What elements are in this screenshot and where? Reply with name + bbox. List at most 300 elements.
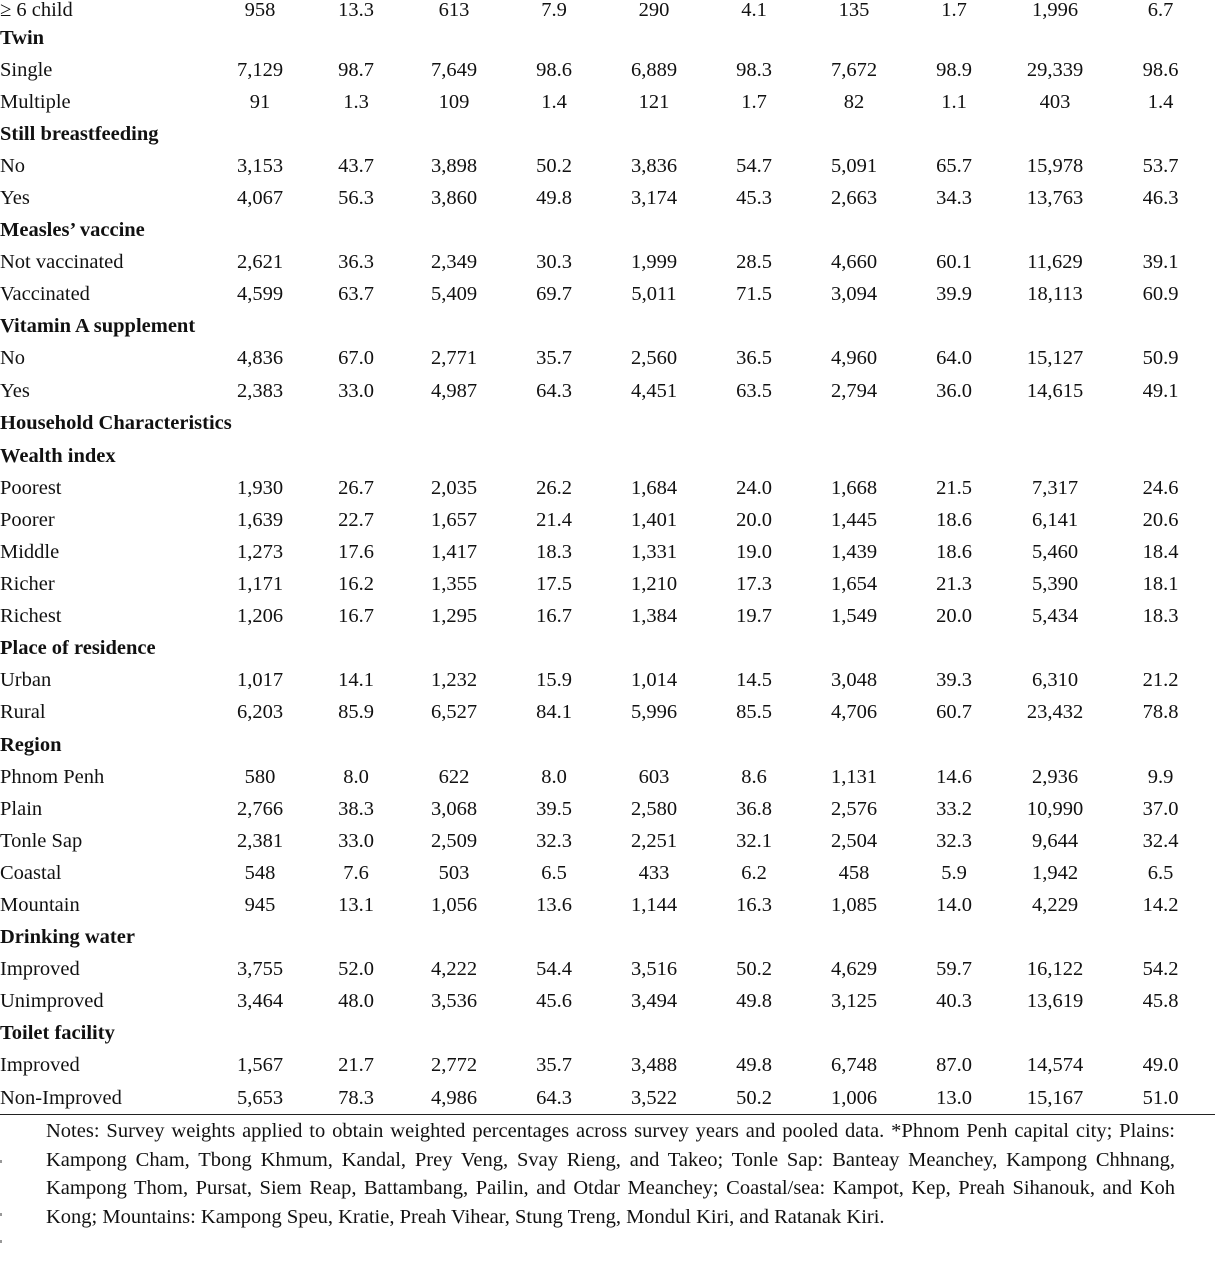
table-cell: 5,011: [631, 283, 677, 306]
row-label: Poorer: [0, 508, 55, 531]
empty-cell: [308, 215, 404, 247]
table-cell: 580: [244, 765, 276, 788]
empty-cell: [604, 215, 704, 247]
table-row: [0, 472, 1215, 504]
empty-cell: [1106, 311, 1215, 343]
table-cell: 3,536: [430, 990, 478, 1013]
table-cell: 1,930: [236, 476, 284, 499]
empty-cell: [804, 118, 904, 150]
table-cell: 34.3: [936, 187, 972, 210]
empty-cell: [404, 1018, 504, 1050]
table-cell: 1,014: [630, 669, 678, 692]
table-cell: 6,889: [630, 58, 678, 81]
table-cell: 14,615: [1026, 379, 1084, 402]
table-row: [0, 86, 1215, 118]
table-cell: 5,434: [1031, 605, 1079, 628]
table-cell: 64.3: [504, 1082, 604, 1115]
group-heading-row: [0, 311, 1215, 343]
table-cell: 1,171: [236, 573, 284, 596]
row-label: Yes: [0, 379, 30, 402]
table-cell: 60.9: [1142, 283, 1179, 306]
group-heading: Drinking water: [0, 926, 135, 949]
table-cell: 6.5: [1147, 861, 1174, 884]
table-cell: 20.6: [1142, 508, 1179, 531]
table-cell: 121: [638, 90, 670, 113]
row-label: Richest: [0, 605, 62, 628]
empty-cell: [212, 118, 308, 150]
table-cell: 2,504: [830, 829, 878, 852]
table-cell: 43.7: [338, 154, 374, 177]
table-cell: 13,763: [1026, 187, 1084, 210]
table-cell: 13.1: [338, 893, 374, 916]
row-label: No: [0, 154, 26, 177]
table-cell: 71.5: [736, 283, 772, 306]
table-cell: 1,085: [830, 893, 878, 916]
table-cell: 1.1: [941, 90, 967, 113]
table-row: [0, 793, 1215, 825]
empty-cell: [504, 407, 604, 440]
table-cell: 13.3: [338, 0, 374, 21]
table-row: [0, 954, 1215, 986]
table-cell: 39.9: [936, 283, 972, 306]
empty-cell: [1004, 1018, 1106, 1050]
table-cell: 54.7: [736, 154, 772, 177]
empty-cell: [604, 22, 704, 54]
table-cell: 7,649: [430, 58, 478, 81]
table-cell: 6,203: [236, 701, 284, 724]
table-cell: 3,860: [430, 187, 478, 210]
table-row: [0, 697, 1215, 729]
empty-cell: [1106, 1018, 1215, 1050]
table-cell: 3,836: [630, 154, 678, 177]
row-label: Richer: [0, 573, 55, 596]
table-cell: 1,210: [630, 573, 678, 596]
row-label: Rural: [0, 701, 46, 724]
row-label: No: [0, 347, 26, 370]
table-cell: 98.6: [1142, 58, 1179, 81]
table-row: [0, 343, 1215, 375]
table-cell: 33.0: [338, 379, 374, 402]
table-cell: 9,644: [1031, 829, 1079, 852]
group-heading-row: [0, 118, 1215, 150]
table-cell: 2,772: [430, 1054, 478, 1077]
table-cell: 78.3: [308, 1082, 404, 1115]
table-row: [0, 279, 1215, 311]
empty-cell: [1106, 729, 1215, 761]
table-cell: 4,706: [830, 701, 878, 724]
empty-cell: [404, 633, 504, 665]
table-cell: 8.0: [343, 765, 369, 788]
table-cell: 50.2: [736, 958, 772, 981]
table-cell: 6.2: [741, 861, 767, 884]
empty-cell: [1106, 633, 1215, 665]
group-heading: Wealth index: [0, 444, 116, 467]
empty-cell: [308, 118, 404, 150]
table-cell: 91: [249, 90, 271, 113]
table-cell: 4,960: [830, 347, 878, 370]
empty-cell: [1106, 215, 1215, 247]
table-cell: 6,527: [430, 701, 478, 724]
table-cell: 1,657: [430, 508, 478, 531]
group-heading-row: [0, 440, 1215, 472]
empty-cell: [1004, 729, 1106, 761]
table-cell: 49.1: [1142, 379, 1179, 402]
table-cell: 2,771: [430, 347, 478, 370]
empty-cell: [904, 633, 1004, 665]
table-cell: 37.0: [1142, 797, 1179, 820]
table-cell: 622: [438, 765, 470, 788]
empty-cell: [704, 440, 804, 472]
table-cell: 64.0: [936, 347, 972, 370]
table-cell: 65.7: [936, 154, 972, 177]
table-cell: 4,599: [236, 283, 284, 306]
table-row: [0, 601, 1215, 633]
group-heading: Twin: [0, 26, 45, 49]
table-cell: 1.3: [343, 90, 369, 113]
table-cell: 109: [438, 90, 470, 113]
row-label: Poorest: [0, 476, 62, 499]
table-cell: 98.6: [536, 58, 572, 81]
group-heading: Vitamin A supplement: [0, 315, 196, 338]
margin-mark: [0, 1160, 2, 1163]
empty-cell: [308, 407, 404, 440]
empty-cell: [904, 1018, 1004, 1050]
table-cell: 2,794: [830, 379, 878, 402]
table-cell: 18.6: [936, 508, 972, 531]
table-cell: 21.7: [338, 1054, 374, 1077]
empty-cell: [804, 922, 904, 954]
table-cell: 7.6: [343, 861, 369, 884]
table-cell: 11,629: [1027, 251, 1083, 274]
table-cell: 19.7: [736, 605, 772, 628]
table-cell: 3,125: [830, 990, 878, 1013]
table-cell: 98.9: [936, 58, 972, 81]
empty-cell: [604, 633, 704, 665]
table-cell: 1,439: [830, 540, 878, 563]
table-cell: 49.8: [736, 1054, 772, 1077]
table-cell: 16.3: [736, 893, 772, 916]
empty-cell: [704, 22, 804, 54]
table-cell: 38.3: [338, 797, 374, 820]
empty-cell: [504, 440, 604, 472]
table-cell: 1,639: [236, 508, 284, 531]
table-row: [0, 1082, 1215, 1115]
table-cell: 36.5: [736, 347, 772, 370]
table-cell: 3,898: [430, 154, 478, 177]
table-cell: 5,390: [1031, 573, 1079, 596]
section-heading: Household Characteristics: [0, 412, 232, 435]
table-cell: 63.5: [736, 379, 772, 402]
empty-cell: [804, 1018, 904, 1050]
table-cell: 5,409: [430, 283, 478, 306]
table-cell: 21.5: [936, 476, 972, 499]
table-cell: 548: [244, 861, 276, 884]
section-heading-row: [0, 407, 1215, 440]
empty-cell: [308, 922, 404, 954]
table-cell: 1,384: [630, 605, 678, 628]
row-label: Urban: [0, 669, 52, 692]
table-cell: 13.0: [904, 1082, 1004, 1115]
table-cell: 3,755: [236, 958, 284, 981]
table-cell: 958: [244, 0, 276, 21]
table-cell: 59.7: [936, 958, 972, 981]
empty-cell: [504, 1018, 604, 1050]
empty-cell: [504, 22, 604, 54]
table-cell: 8.0: [541, 765, 567, 788]
table-cell: 63.7: [338, 283, 374, 306]
empty-cell: [504, 922, 604, 954]
table-cell: 84.1: [536, 701, 572, 724]
table-cell: 45.3: [736, 187, 772, 210]
table-cell: 16.7: [536, 605, 572, 628]
empty-cell: [504, 633, 604, 665]
table-cell: 32.3: [536, 829, 572, 852]
table-cell: 1,131: [830, 765, 878, 788]
table-cell: 6,141: [1031, 508, 1079, 531]
empty-cell: [604, 311, 704, 343]
group-heading: Place of residence: [0, 637, 156, 660]
table-cell: 18,113: [1027, 283, 1083, 306]
group-heading: Measles’ vaccine: [0, 219, 145, 242]
table-cell: 36.3: [338, 251, 374, 274]
table-cell: 7,317: [1031, 476, 1079, 499]
empty-cell: [1004, 215, 1106, 247]
empty-cell: [1106, 22, 1215, 54]
empty-cell: [404, 311, 504, 343]
empty-cell: [904, 407, 1004, 440]
table-cell: 98.7: [338, 58, 374, 81]
table-cell: 403: [1039, 90, 1071, 113]
table-cell: 60.1: [936, 251, 972, 274]
table-cell: 60.7: [936, 701, 972, 724]
table-cell: 21.4: [536, 508, 572, 531]
table-cell: 7.9: [541, 0, 567, 21]
empty-cell: [308, 22, 404, 54]
empty-cell: [704, 407, 804, 440]
empty-cell: [308, 311, 404, 343]
table-cell: 85.5: [736, 701, 772, 724]
table-row: [0, 761, 1215, 793]
table-cell: 2,580: [630, 797, 678, 820]
empty-cell: [504, 729, 604, 761]
empty-cell: [704, 1018, 804, 1050]
table-cell: 4,987: [430, 379, 478, 402]
table-cell: 4,451: [630, 379, 678, 402]
group-heading-row: [0, 1018, 1215, 1050]
table-cell: 3,094: [830, 283, 878, 306]
empty-cell: [604, 1018, 704, 1050]
table-cell: 67.0: [338, 347, 374, 370]
empty-cell: [308, 633, 404, 665]
table-cell: 1,006: [804, 1082, 904, 1115]
table-cell: 69.7: [536, 283, 572, 306]
table-cell: 18.3: [1142, 605, 1179, 628]
table-cell: 2,766: [236, 797, 284, 820]
empty-cell: [1004, 22, 1106, 54]
empty-cell: [604, 729, 704, 761]
empty-cell: [504, 215, 604, 247]
table-cell: 8.6: [741, 765, 767, 788]
table-cell: 64.3: [536, 379, 572, 402]
empty-cell: [1004, 922, 1106, 954]
table-cell: 4,222: [430, 958, 478, 981]
table-cell: 1,273: [236, 540, 284, 563]
table-cell: 49.0: [1142, 1054, 1179, 1077]
table-cell: 24.0: [736, 476, 772, 499]
table-cell: 49.8: [736, 990, 772, 1013]
table-cell: 24.6: [1142, 476, 1179, 499]
table-cell: 15,167: [1004, 1082, 1106, 1115]
table-cell: 1,355: [430, 573, 478, 596]
group-heading: Still breastfeeding: [0, 122, 159, 145]
row-label: Phnom Penh: [0, 765, 105, 788]
group-heading-row: [0, 22, 1215, 54]
table-cell: 17.5: [536, 573, 572, 596]
table-cell: 2,560: [630, 347, 678, 370]
empty-cell: [308, 729, 404, 761]
table-cell: 39.3: [936, 669, 972, 692]
empty-cell: [308, 440, 404, 472]
table-cell: 3,048: [830, 669, 878, 692]
table-cell: 22.7: [338, 508, 374, 531]
table-row: [0, 536, 1215, 568]
empty-cell: [212, 22, 308, 54]
table-cell: 3,488: [630, 1054, 678, 1077]
table-cell: 15.9: [536, 669, 572, 692]
empty-cell: [804, 440, 904, 472]
table-cell: 3,153: [236, 154, 284, 177]
table-cell: 290: [638, 0, 670, 21]
table-cell: 6.7: [1147, 0, 1174, 21]
table-cell: 14.6: [936, 765, 972, 788]
table-cell: 5,460: [1031, 540, 1079, 563]
empty-cell: [904, 729, 1004, 761]
table-cell: 6,310: [1031, 669, 1079, 692]
table-cell: 45.6: [536, 990, 572, 1013]
row-label: Unimproved: [0, 990, 104, 1013]
table-cell: 3,174: [630, 187, 678, 210]
empty-cell: [1004, 633, 1106, 665]
group-heading-row: [0, 633, 1215, 665]
table-cell: 39.1: [1142, 251, 1179, 274]
table-cell: 2,035: [430, 476, 478, 499]
empty-cell: [1004, 440, 1106, 472]
table-cell: 3,464: [236, 990, 284, 1013]
table-cell: 2,349: [430, 251, 478, 274]
table-cell: 1,056: [430, 893, 478, 916]
table-row: [0, 569, 1215, 601]
table-cell: 2,381: [236, 829, 284, 852]
empty-cell: [212, 215, 308, 247]
table-cell: 14.1: [338, 669, 374, 692]
table-cell: 39.5: [536, 797, 572, 820]
table-cell: 46.3: [1142, 187, 1179, 210]
table-cell: 1,295: [430, 605, 478, 628]
table-cell: 1,999: [630, 251, 678, 274]
row-label: ≥ 6 child: [0, 0, 73, 21]
table-row: [0, 247, 1215, 279]
group-heading-row: [0, 729, 1215, 761]
table-cell: 3,068: [430, 797, 478, 820]
table-cell: 35.7: [536, 347, 572, 370]
table-cell: 3,494: [630, 990, 678, 1013]
table-cell: 4,629: [830, 958, 878, 981]
table-cell: 16,122: [1026, 958, 1084, 981]
table-row: [0, 825, 1215, 857]
table-cell: 32.4: [1142, 829, 1179, 852]
table-cell: 5,091: [830, 154, 878, 177]
table-cell: 50.2: [536, 154, 572, 177]
empty-cell: [704, 311, 804, 343]
table-cell: 20.0: [736, 508, 772, 531]
row-label: Coastal: [0, 861, 62, 884]
table-row: [0, 182, 1215, 214]
table-cell: 945: [244, 893, 276, 916]
table-cell: 32.3: [936, 829, 972, 852]
empty-cell: [604, 922, 704, 954]
table-cell: 85.9: [338, 701, 374, 724]
table-cell: 1,331: [630, 540, 678, 563]
table-cell: 1,654: [830, 573, 878, 596]
row-label: Multiple: [0, 90, 71, 113]
table-cell: 10,990: [1026, 797, 1084, 820]
empty-cell: [404, 440, 504, 472]
table-cell: 503: [438, 861, 470, 884]
table-cell: 433: [638, 861, 670, 884]
empty-cell: [704, 118, 804, 150]
empty-cell: [1106, 118, 1215, 150]
table-cell: 19.0: [736, 540, 772, 563]
table-cell: 3,522: [604, 1082, 704, 1115]
table-cell: 78.8: [1142, 701, 1179, 724]
table-cell: 40.3: [936, 990, 972, 1013]
table-row: [0, 889, 1215, 921]
table-cell: 603: [638, 765, 670, 788]
table-cell: 15,127: [1026, 347, 1084, 370]
table-row: [0, 0, 1215, 22]
table-cell: 4,836: [236, 347, 284, 370]
table-cell: 1.4: [1147, 90, 1174, 113]
table-cell: 1,417: [430, 540, 478, 563]
table-cell: 30.3: [536, 251, 572, 274]
empty-cell: [804, 729, 904, 761]
row-label: Mountain: [0, 893, 80, 916]
table-cell: 56.3: [338, 187, 374, 210]
table-cell: 18.1: [1142, 573, 1179, 596]
margin-mark: [0, 1213, 2, 1216]
table-cell: 1,684: [630, 476, 678, 499]
group-heading-row: [0, 215, 1215, 247]
table-cell: 17.6: [338, 540, 374, 563]
table-row: [0, 54, 1215, 86]
table-cell: 4,660: [830, 251, 878, 274]
table-row: [0, 986, 1215, 1018]
table-cell: 1.4: [541, 90, 567, 113]
table-cell: 2,509: [430, 829, 478, 852]
table-cell: 54.4: [536, 958, 572, 981]
table-cell: 1.7: [941, 0, 967, 21]
table-cell: 13,619: [1026, 990, 1084, 1013]
table-cell: 18.6: [936, 540, 972, 563]
table-cell: 4,986: [404, 1082, 504, 1115]
table-row: [0, 857, 1215, 889]
table-cell: 1.7: [741, 90, 767, 113]
table-cell: 14.2: [1142, 893, 1179, 916]
table-cell: 2,621: [236, 251, 284, 274]
table-cell: 1,445: [830, 508, 878, 531]
table-cell: 4.1: [741, 0, 767, 21]
table-cell: 7,672: [830, 58, 878, 81]
